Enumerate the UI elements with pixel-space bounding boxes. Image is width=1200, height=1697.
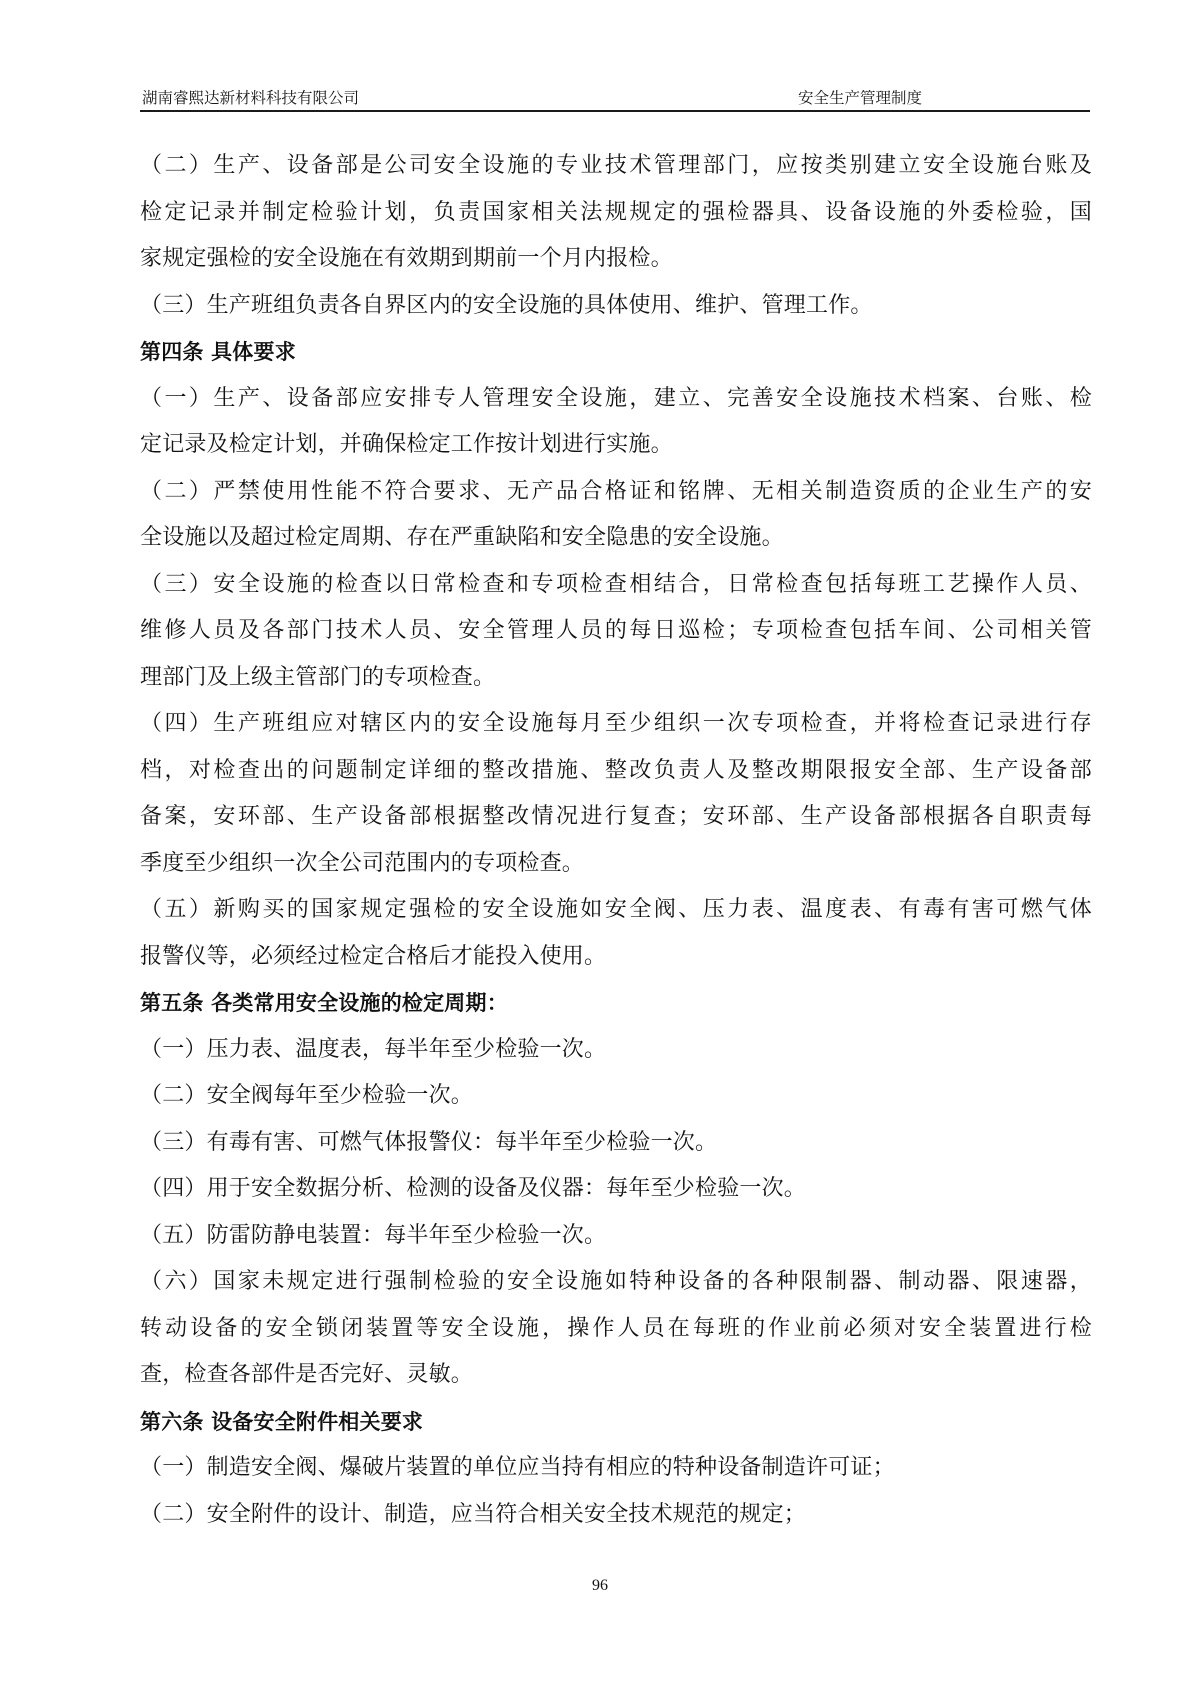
body-text-line: （一）生产、设备部应安排专人管理安全设施，建立、完善安全设施技术档案、台账、检 <box>140 385 1092 411</box>
body-text-line: 备案，安环部、生产设备部根据整改情况进行复查；安环部、生产设备部根据各自职责每 <box>140 804 1092 829</box>
body-text-line: 检定记录并制定检验计划，负责国家相关法规规定的强检器具、设备设施的外委检验，国 <box>140 199 1092 225</box>
body-text-line: 季度至少组织一次全公司范围内的专项检查。 <box>140 850 585 876</box>
header-divider <box>140 110 1090 112</box>
body-text-line: （二）安全阀每年至少检验一次。 <box>140 1083 474 1108</box>
header-document-title: 安全生产管理制度 <box>798 89 923 107</box>
body-text-line: （一）压力表、温度表，每半年至少检验一次。 <box>140 1036 607 1062</box>
section-heading: 第五条 各类常用安全设施的检定周期： <box>140 991 508 1015</box>
body-text-line: 查，检查各部件是否完好、灵敏。 <box>140 1362 474 1387</box>
page-header <box>140 82 1090 110</box>
body-text-line: （三）安全设施的检查以日常检查和专项检查相结合，日常检查包括每班工艺操作人员、 <box>140 571 1092 597</box>
body-text-line: 维修人员及各部门技术人员、安全管理人员的每日巡检；专项检查包括车间、公司相关管 <box>140 618 1092 643</box>
document-body <box>140 143 1092 1538</box>
body-text-line: 报警仪等，必须经过检定合格后才能投入使用。 <box>140 943 607 969</box>
body-text-line: （二）安全附件的设计、制造，应当符合相关安全技术规范的规定； <box>140 1501 807 1527</box>
body-text-line: （三）生产班组负责各自界区内的安全设施的具体使用、维护、管理工作。 <box>140 292 873 318</box>
body-text-line: （五）新购买的国家规定强检的安全设施如安全阀、压力表、温度表、有毒有害可燃气体 <box>140 897 1092 922</box>
body-text-line: （四）用于安全数据分析、检测的设备及仪器：每年至少检验一次。 <box>140 1176 807 1201</box>
body-text-line: （二）生产、设备部是公司安全设施的专业技术管理部门，应按类别建立安全设施台账及 <box>140 153 1092 178</box>
section-heading: 第六条 设备安全附件相关要求 <box>140 1409 424 1434</box>
body-text-line: （一）制造安全阀、爆破片装置的单位应当持有相应的特种设备制造许可证； <box>140 1455 895 1480</box>
body-text-line: 档，对检查出的问题制定详细的整改措施、整改负责人及整改期限报安全部、生产设备部 <box>140 757 1092 783</box>
body-text-line: （二）严禁使用性能不符合要求、无产品合格证和铭牌、无相关制造资质的企业生产的安 <box>140 478 1092 504</box>
body-text-line: （五）防雷防静电装置：每半年至少检验一次。 <box>140 1222 607 1248</box>
header-company-name: 湖南睿熙达新材料科技有限公司 <box>142 89 360 107</box>
body-text-line: 理部门及上级主管部门的专项检查。 <box>140 664 496 690</box>
body-text-line: 全设施以及超过检定周期、存在严重缺陷和安全隐患的安全设施。 <box>140 525 784 550</box>
body-text-line: 定记录及检定计划，并确保检定工作按计划进行实施。 <box>140 432 673 457</box>
section-heading: 第四条 具体要求 <box>140 340 296 364</box>
body-text-line: 转动设备的安全锁闭装置等安全设施，操作人员在每班的作业前必须对安全装置进行检 <box>140 1315 1092 1341</box>
body-text-line: 家规定强检的安全设施在有效期到期前一个月内报检。 <box>140 246 673 271</box>
body-text-line: （三）有毒有害、可燃气体报警仪：每半年至少检验一次。 <box>140 1129 718 1155</box>
page-number: 96 <box>592 1577 608 1594</box>
body-text-line: （六）国家未规定进行强制检验的安全设施如特种设备的各种限制器、制动器、限速器， <box>140 1269 1092 1294</box>
body-text-line: （四）生产班组应对辖区内的安全设施每月至少组织一次专项检查，并将检查记录进行存 <box>140 711 1092 736</box>
